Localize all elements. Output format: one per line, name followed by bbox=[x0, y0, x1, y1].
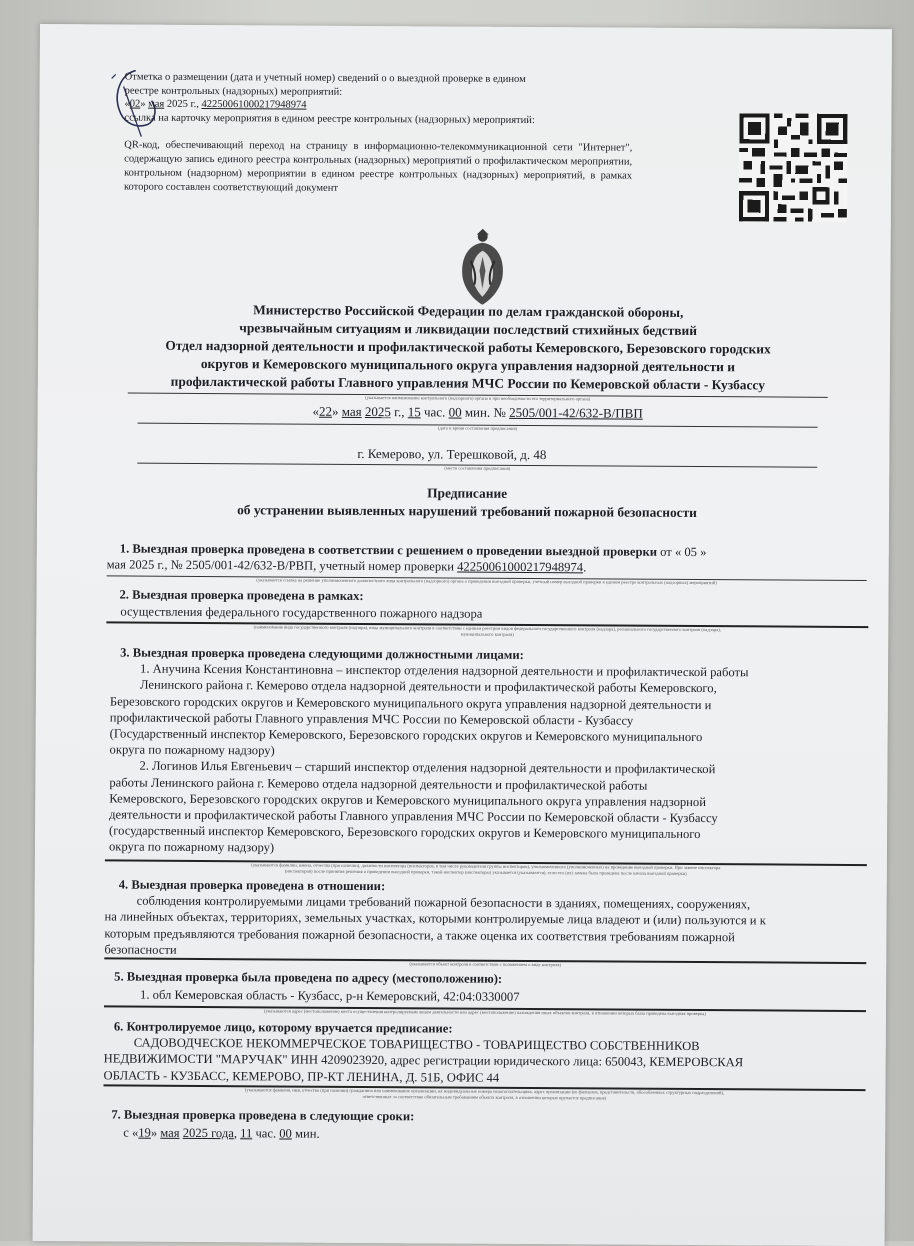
section-3-caption: (указываются фамилии, имена, отчества (при наличии), должности инспектора (инспекторов, в том числе руководителя группы инспекторов), уполномоченного (уполномоченных) на проведение выездной проверки. При замене инспектора bbox=[251, 862, 721, 871]
inspector-1-first: 1. Анучина Ксения Константиновна – инспектор отделения надзорной деятельности и профилактической работы bbox=[140, 661, 749, 680]
inspector-2-first: 2. Логинов Илья Евгеньевич – старший инспектор отделения надзорной деятельности и профилактической bbox=[139, 759, 716, 777]
inspection-number: 42250061000217948974 bbox=[457, 559, 584, 575]
prescription-number: 2505/001-42/632-В/ПВП bbox=[509, 404, 643, 421]
section-6-caption: (указываются фамилия, имя, отчество (при наличии) гражданина или наименование организации, их индивидуальные номера налогоплательщика, адрес организации (ее филиалов, представительств, обособленных структурных подразделений), bbox=[244, 1087, 725, 1096]
section-1-caption: (указывается ссылка на решение уполномоченного должностного лица контрольного (надзорного) органа о проведении выездной проверки, учетный номер выездной проверки в едином реестре контрольных (надзорных) мероприятий) bbox=[256, 577, 717, 586]
section-1: 1. Выездная проверка проведена в соответствии с решением о проведении выездной проверки от « 05 » мая 2025 г., № 2505/001-42/632-В/РВП, учетный номер проверки 42250061000217948974. bbox=[106, 541, 707, 575]
section-7-dates: с «19» мая 2025 года, 11 час. 00 мин. bbox=[123, 1125, 320, 1141]
section-4-caption: (указывается объект контроля в соответствии с положением о виде контроля) bbox=[409, 961, 562, 968]
inspector-1-rest: Ленинского района г. Кемерово отдела надзорной деятельности и профилактической работы Кемеровского, Березовского городских округов и Кемеровского муниципального округа управления надзорной деятельности и профилактической работы Главного управления МЧС России по Кемеровской области - Кузбассу (Государственный инспектор Кемеровского, Березовского городских округов и Кемеровского муниципального округа по пожарному надзору) bbox=[109, 678, 717, 758]
place-caption: (место составления предписания) bbox=[444, 465, 511, 471]
registry-note bbox=[124, 71, 624, 128]
registry-note-line3: «02» мая 2025 г., 42250061000217948974 bbox=[124, 98, 307, 111]
document-page: Отметка о размещении (дата и учетный номер) сведений о о выездной проверке в едином реестре контрольных (надзорных) мероприятий: «02» мая 2025 г., 42250061000217948974 ссылка на карточку мероприятия в едином реестре контрольных (надзорных) мероприятий: QR-код, обеспечивающий переход на страницу в информационно-телекоммуникационной сети "Интернет", содержащую запись единого реестра контрольных (надзорных) мероприятий о профилактическом мероприятии, контрольном (надзорном) мероприятии в едином реестре контрольных (надзорных) мероприятий, в рамках которого составлен соответствующий документ Министерство Российской Федерации по делам гражданской обороны, чрезвычайным ситуациям и ликвидации последствий стихийных бедствий Отдел надзорной деятельности и профилактической работы Кемеровского, Березовского городских округов и Кемеровского муниципального округа управления надзорной деятельности и профилактической работы Главного управления МЧС России по Кемеровской области - Кузбассу (указывается наименование контрольного (надзорного) органа и при необходимости его территориального органа) «22» мая 2025 г., 15 час. 00 мин. № 2505/001-42/632-В/ПВП (дата и время составления предписания) г. Кемерово, ул. Терешковой, д. 48 (место составления предписания) Предписание об устранении выявленных нарушений требований пожарной безопасности 1. Выездная проверка проведена в соответствии с решением о проведении выездной проверки от « 05 » мая 2025 г., № 2505/001-42/632-В/РВП, учетный номер проверки 42250061000217948974. (указывается ссылка на решение уполномоченного должностного лица контрольного (надзорного) органа о проведении выездной проверки, учетный номер выездной проверки в едином реестре контрольных (надзорных) мероприятий) 2. Выездная проверка проведена в рамках: осуществления федерального государственного пожарного надзора (наименование вида государственного контроля (надзора), вида муниципального контроля в соответствии с единым реестром видов федерального государственного контроля (надзора), регионального государственного контроля (надзора), муниципального контроля) 3. Выездная проверка проведена следующими должностными лицами: 1. Анучина Ксения Константиновна – инспектор отделения надзорной деятельности и профилактической работы Ленинского района г. Кемерово отдела надзорной деятельности и профилактической работы Кемеровского, Березовского городских округов и Кемеровского муниципального округа управления надзорной деятельности и профилактической работы Главного управления МЧС России по Кемеровской области - Кузбассу (Государственный инспектор Кемеровского, Березовского городских округов и Кемеровского муниципального округа по пожарному надзору) 2. Логинов Илья Евгеньевич – старший инспектор отделения надзорной деятельности и профилактической работы Ленинского района г. Кемерово отдела надзорной деятельности и профилактической работы Кемеровского, Березовского городских округов и Кемеровского муниципального округа управления надзорной деятельности и профилактической работы Главного управления МЧС России по Кемеровской области - Кузбассу (государственный инспектор Кемеровского, Березовского городских округов и Кемеровского муниципального округа по пожарному надзору) (указываются фамилии, имена, отчества (при наличии), должности инспектора (инспекторов, в том числе руководителя группы инспекторов), уполномоченного (уполномоченных) на проведение выездной проверки. При замене инспектора (инспекторов) после принятия решения о проведении выездной проверки, такой инспектор (инспекторы) указывается (указываются), если его (их) замена была проведена после начала выездной проверки) 4. Выездная проверка проведена в отношении: соблюдения контролируемыми лицами требований пожарной безопасности в зданиях, помещениях, сооружениях, на линейных объектах, территориях, земельных участках, которыми контролируемые лица владеют и (или) пользуются и к которым предъявляются требования пожарной безопасности, а также оценка их соответствия требованиям пожарной безопасности (указывается объект контроля в соответствии с положением о виде контроля) 5. Выездная проверка была проведена по адресу (местоположению): 1. обл Кемеровская область - Кузбасс, р-н Кемеровский, 42:04:0330007 (указываются адрес (местоположение) места осуществления контролируемым лицом деятельности или адрес (местоположение) нахождения иных объектов контроля, в отношении которых была проведена выездная проверка) 6. Контролируемое лицо, которому вручается предписание: САДОВОДЧЕСКОЕ НЕКОММЕРЧЕСКОЕ ТОВАРИЩЕСТВО - ТОВАРИЩЕСТВО СОБСТВЕННИКОВ НЕДВИЖИМОСТИ "МАРУЧАК" ИНН 4209023920, адрес регистрации юридического лица: 650043, КЕМЕРОВСКАЯ ОБЛАСТЬ - КУЗБАСС, КЕМЕРОВО, ПР-КТ ЛЕНИНА, Д. 51Б, ОФИС 44 (указываются фамилия, имя, отчество (при наличии) гражданина или наименование организации, их индивидуальные номера налогоплательщика, адрес организации (ее филиалов, представительств, обособленных структурных подразделений), ответственных за соответствие обязательным требованиям объекта контроля, в отношении которых вручается предписание) 7. Выездная проверка проведена в следующие сроки: с «19» мая 2025 года, 11 час. 00 мин. bbox=[33, 24, 892, 1246]
qr-description: QR-код, обеспечивающий переход на страницу в информационно-телекоммуникационной сети "Интернет", содержащую запись единого реестра контрольных (надзорных) мероприятий о профилактическом мероприятии, контрольном (надзорном) мероприятии в едином реестре контрольных (надзорных) мероприятий, в рамках которого составлен соответствующий документ bbox=[123, 139, 633, 194]
section-5-text: 1. обл Кемеровская область - Кузбасс, р-н Кемеровский, 42:04:0330007 bbox=[140, 987, 520, 1004]
registry-note-line2: реестре контрольных (надзорных) мероприятий: bbox=[124, 85, 343, 98]
registry-number: 42250061000217948974 bbox=[201, 98, 307, 111]
section-3: 3. Выездная проверка проведена следующими должностными лицами: 1. Анучина Ксения Константиновна – инспектор отделения надзорной деятельности и профилактической работы Ленинского района г. Кемерово отдела надзорной деятельности и профилактической работы Кемеровского, Березовского городских округов и Кемеровского муниципального округа управления надзорной деятельности и профилактической работы Главного управления МЧС России по Кемеровской области - Кузбассу (Государственный инспектор Кемеровского, Березовского городских округов и Кемеровского муниципального округа по пожарному надзору) 2. Логинов Илья Евгеньевич – старший инспектор отделения надзорной деятельности и профилактической работы Ленинского района г. Кемерово отдела надзорной деятельности и профилактической работы Кемеровского, Березовского городских округов и Кемеровского муниципального округа управления надзорной деятельности и профилактической работы Главного управления МЧС России по Кемеровской области - Кузбассу (государственный инспектор Кемеровского, Березовского городских округов и Кемеровского муниципального округа по пожарному надзору) bbox=[109, 644, 868, 859]
registry-note-line1: Отметка о размещении (дата и учетный номер) сведений о о выездной проверке в едином bbox=[124, 71, 526, 85]
section-2-heading: 2. Выездная проверка проведена в рамках: bbox=[119, 587, 364, 603]
qr-code-icon[interactable] bbox=[739, 113, 848, 222]
section-5-caption: (указываются адрес (местоположение) места осуществления контролируемым лицом деятельности или адрес (местоположение) нахождения иных объектов контроля, в отношении которых была проведена выездная проверка) bbox=[264, 1008, 706, 1017]
place-text: г. Кемерово, ул. Терешковой, д. 48 bbox=[357, 445, 547, 463]
date-caption: (дата и время составления предписания) bbox=[437, 425, 518, 431]
section-5-heading: 5. Выездная проверка была проведена по адресу (местоположению): bbox=[114, 969, 503, 986]
authority-name: Министерство Российской Федерации по делам гражданской обороны, чрезвычайным ситуациям и ликвидации последствий стихийных бедствий Отдел надзорной деятельности и профилактической работы Кемеровского, Березовского городских округов и Кемеровского муниципального округа управления надзорной деятельности и профилактической работы Главного управления МЧС России по Кемеровской области - Кузбассу bbox=[165, 302, 771, 393]
section-7-heading: 7. Выездная проверка проведена в следующие сроки: bbox=[111, 1107, 415, 1124]
section-4: 4. Выездная проверка проведена в отношении: соблюдения контролируемыми лицами требований пожарной безопасности в зданиях, помещениях, сооружениях, на линейных объектах, территориях, земельных участках, которыми контролируемые лица владеют и (или) пользуются и к которым предъявляются требования пожарной безопасности, а также оценка их соответствия требованиям пожарной безопасности bbox=[104, 877, 766, 957]
section-2-text: осуществления федерального государственного пожарного надзора bbox=[120, 604, 483, 621]
section-6: 6. Контролируемое лицо, которому вручается предписание: САДОВОДЧЕСКОЕ НЕКОММЕРЧЕСКОЕ ТОВАРИЩЕСТВО - ТОВАРИЩЕСТВО СОБСТВЕННИКОВ НЕДВИЖИМОСТИ "МАРУЧАК" ИНН 4209023920, адрес регистрации юридического лица: 650043, КЕМЕРОВСКАЯ ОБЛАСТЬ - КУЗБАСС, КЕМЕРОВО, ПР-КТ ЛЕНИНА, Д. 51Б, ОФИС 44 bbox=[103, 1019, 744, 1085]
emchs-emblem-icon bbox=[456, 227, 508, 307]
authority-caption: (указывается наименование контрольного (надзорного) органа и при необходимости его территориального органа) bbox=[365, 394, 591, 402]
section-2-caption: (наименование вида государственного контроля (надзора), вида муниципального контроля в соответствии с единым реестром видов федерального государственного контроля (надзора), регионального государственного контроля (надзора), bbox=[253, 624, 721, 633]
prescription-date-line: «22» мая 2025 г., 15 час. 00 мин. № 2505/001-42/632-В/ПВП bbox=[312, 403, 643, 421]
registry-note-line4: ссылка на карточку мероприятия в едином реестре контрольных (надзорных) мероприятий: bbox=[124, 112, 535, 126]
inspector-2-rest: работы Ленинского района г. Кемерово отдела надзорной деятельности и профилактической работы Кемеровского, Березовского городских округов и Кемеровского муниципального округа управления надзорной деятельности и профилактической работы Главного управления МЧС России по Кемеровской области - Кузбассу (государственный инспектор Кемеровского, Березовского городских округов и Кемеровского муниципального округа по пожарному надзору) bbox=[108, 775, 718, 855]
document-title: Предписание об устранении выявленных нарушений требований пожарной безопасности bbox=[237, 485, 697, 521]
